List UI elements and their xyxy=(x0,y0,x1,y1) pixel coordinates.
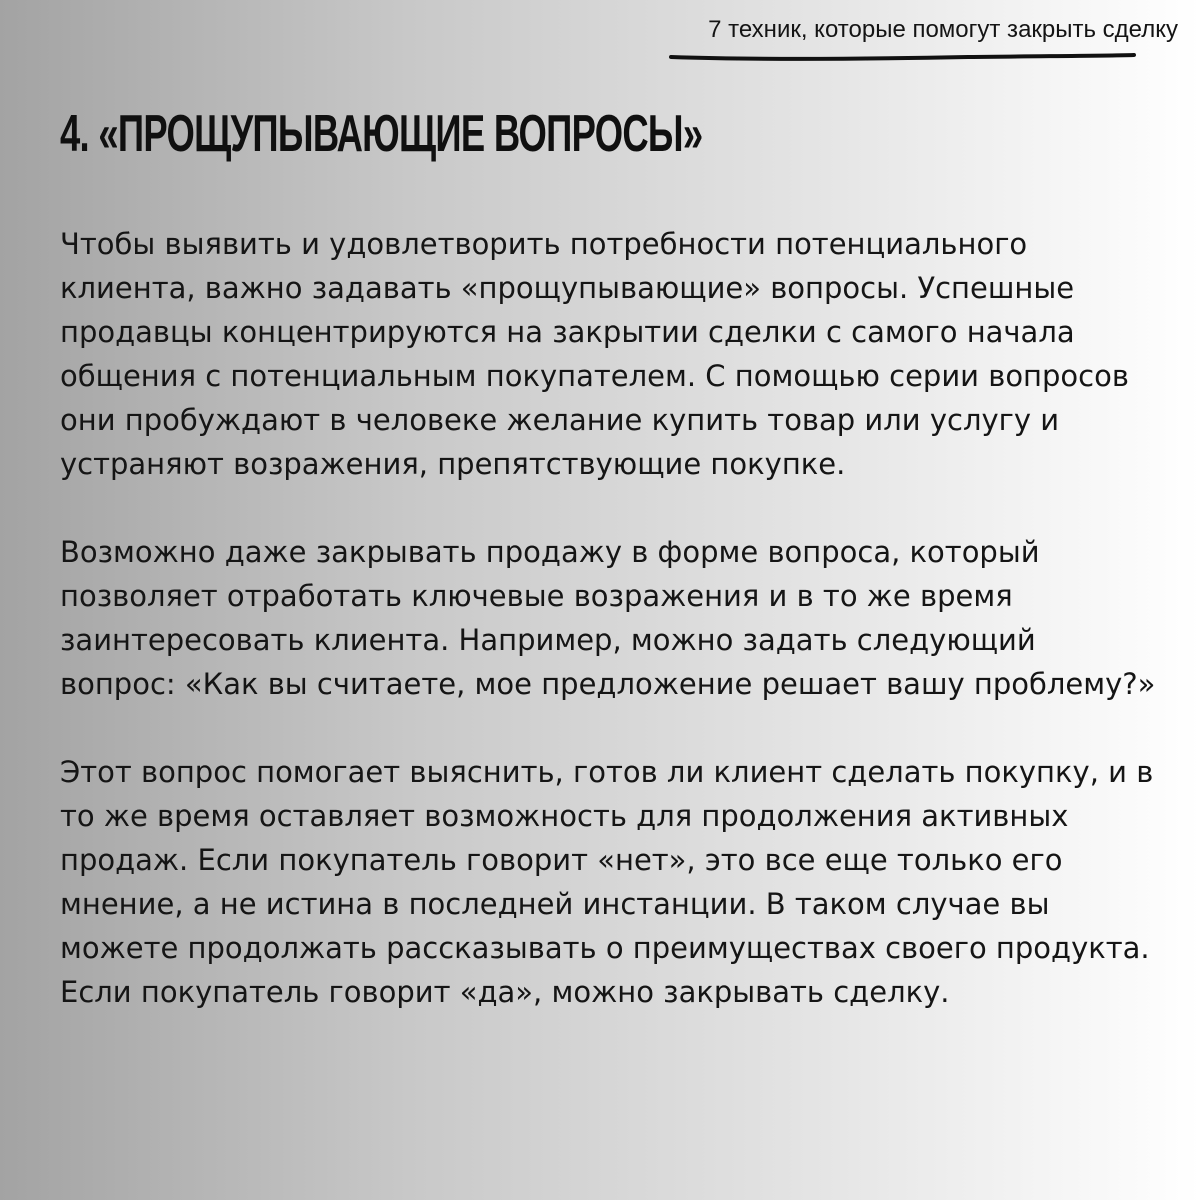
page-title: 4. «ПРОЩУПЫВАЮЩИЕ ВОПРОСЫ» xyxy=(60,105,703,163)
article-body xyxy=(60,222,1180,1058)
series-label: 7 техник, которые помогут закрыть сделку xyxy=(708,16,1178,43)
brush-underline xyxy=(668,48,1138,64)
paragraph-2: Возможно даже закрывать продажу в форме вопроса, который позволяет отработать ключевые возражения и в то же время заинтересовать клиента. Например, можно задать следующий вопрос: «Как вы считаете, мое предложение решает вашу проблему?» xyxy=(60,535,1156,701)
paragraph-1: Чтобы выявить и удовлетворить потребности потенциального клиента, важно задавать «прощупывающие» вопросы. Успешные продавцы концентрируются на закрытии сделки с самого начала общения с потенциальным покупателем. С помощью серии вопросов они пробуждают в человеке желание купить товар или услугу и устраняют возражения, препятствующие покупке. xyxy=(60,227,1129,481)
paragraph-3: Этот вопрос помогает выяснить, готов ли клиент сделать покупку, и в то же время оставляет возможность для продолжения активных продаж. Если покупатель говорит «нет», это все еще только его мнение, а не истина в последней инстанции. В таком случае вы можете продолжать рассказывать о преимуществах своего продукта. Если покупатель говорит «да», можно закрывать сделку. xyxy=(60,755,1154,1009)
